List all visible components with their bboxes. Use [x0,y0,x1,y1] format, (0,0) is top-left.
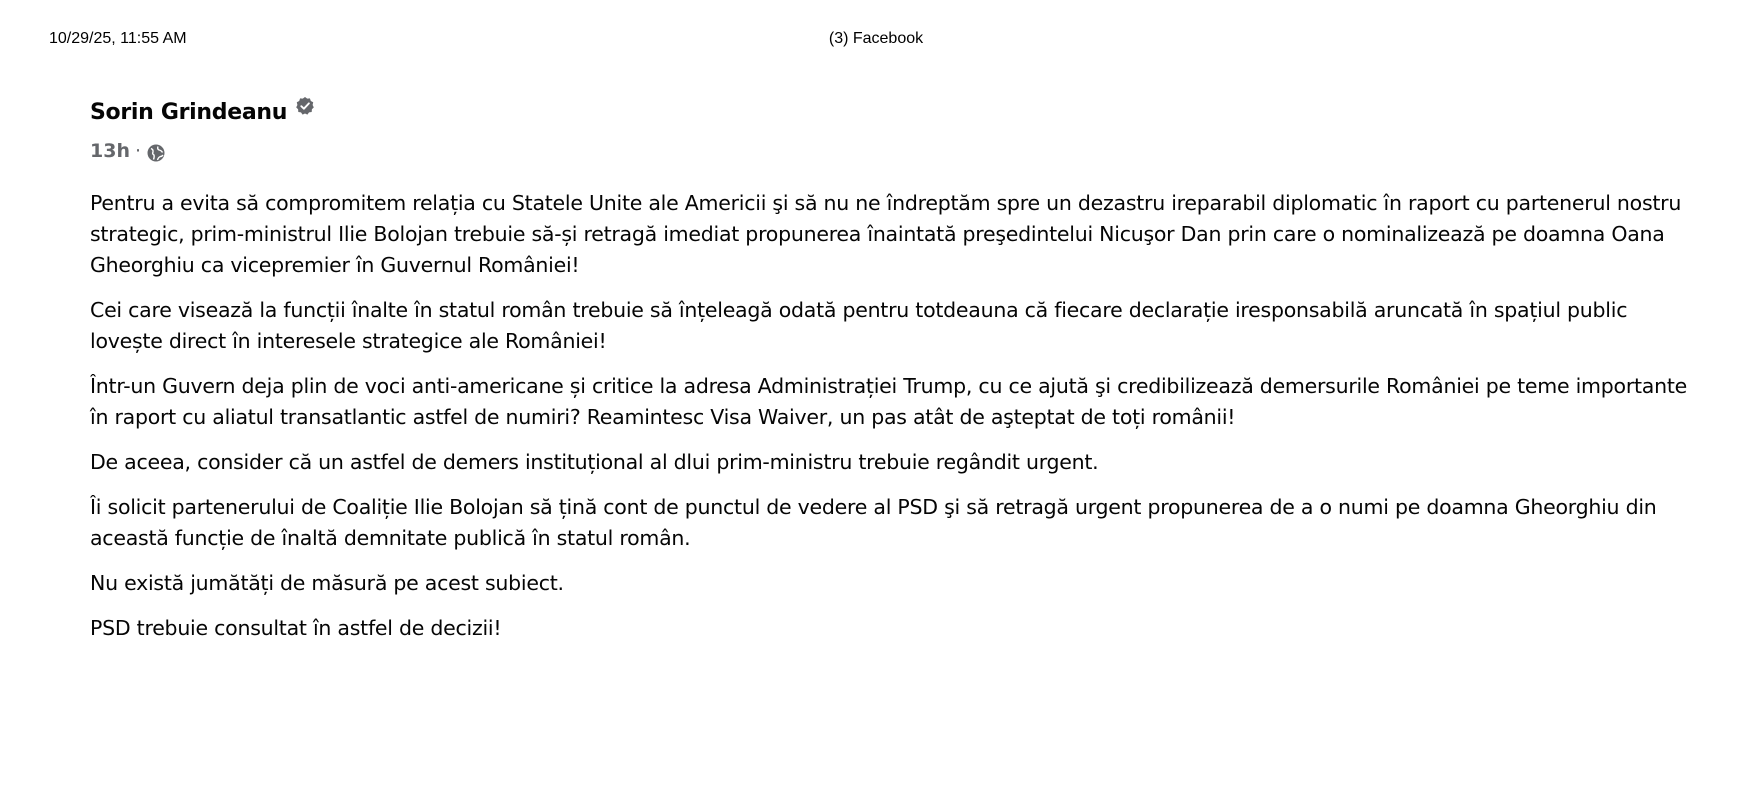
print-page-title: (3) Facebook [828,30,924,47]
post-paragraph: Cei care visează la funcții înalte în statul român trebuie să înțeleagă odată pentru totdeauna că fiecare declarație iresponsabilă aruncată în spațiul public lovește direct în interesele strategice ale României! [90,298,1628,353]
post-paragraph: Îi solicit partenerului de Coaliție Ilie Bolojan să țină cont de punctul de vedere al PSD şi să retragă urgent propunerea de a o numi pe doamna Gheorghiu din această funcție de înaltă demnitate publică în statul român. [90,495,1657,550]
post-author-row [90,96,1690,130]
verified-badge-icon [295,96,315,116]
globe-icon[interactable] [146,143,166,163]
post-body [90,188,1690,644]
post-author-name[interactable]: Sorin Grindeanu [90,100,288,125]
post-paragraph: Pentru a evita să compromitem relația cu Statele Unite ale Americii şi să nu ne îndreptăm spre un dezastru ireparabil diplomatic în raport cu partenerul nostru strategic, prim-ministrul Ilie Bolojan trebuie să-și retragă imediat propunerea înaintată preşedintelui Nicuşor Dan prin care o nominalizează pe doamna Oana Gheorghiu ca vicepremier în Guvernul României! [90,191,1682,277]
post-paragraph: De aceea, consider că un astfel de demers instituțional al dlui prim-ministru trebuie regândit urgent. [90,450,1099,474]
post-timestamp[interactable]: 13h [90,140,130,162]
print-datetime: 10/29/25, 11:55 AM [49,30,187,47]
meta-separator: · [134,140,142,162]
post-paragraph: Într-un Guvern deja plin de voci anti-americane și critice la adresa Administrației Trump, cu ce ajută şi credibilizează demersurile României pe teme importante în raport cu aliatul transatlantic astfel de numiri? Reamintesc Visa Waiver, un pas atât de aşteptat de toți românii! [90,374,1687,429]
print-header [0,30,1752,50]
facebook-post [90,96,1690,658]
post-paragraph: Nu există jumătăți de măsură pe acest subiect. [90,571,564,595]
post-meta-row [90,138,1690,164]
post-paragraph: PSD trebuie consultat în astfel de decizii! [90,616,502,640]
